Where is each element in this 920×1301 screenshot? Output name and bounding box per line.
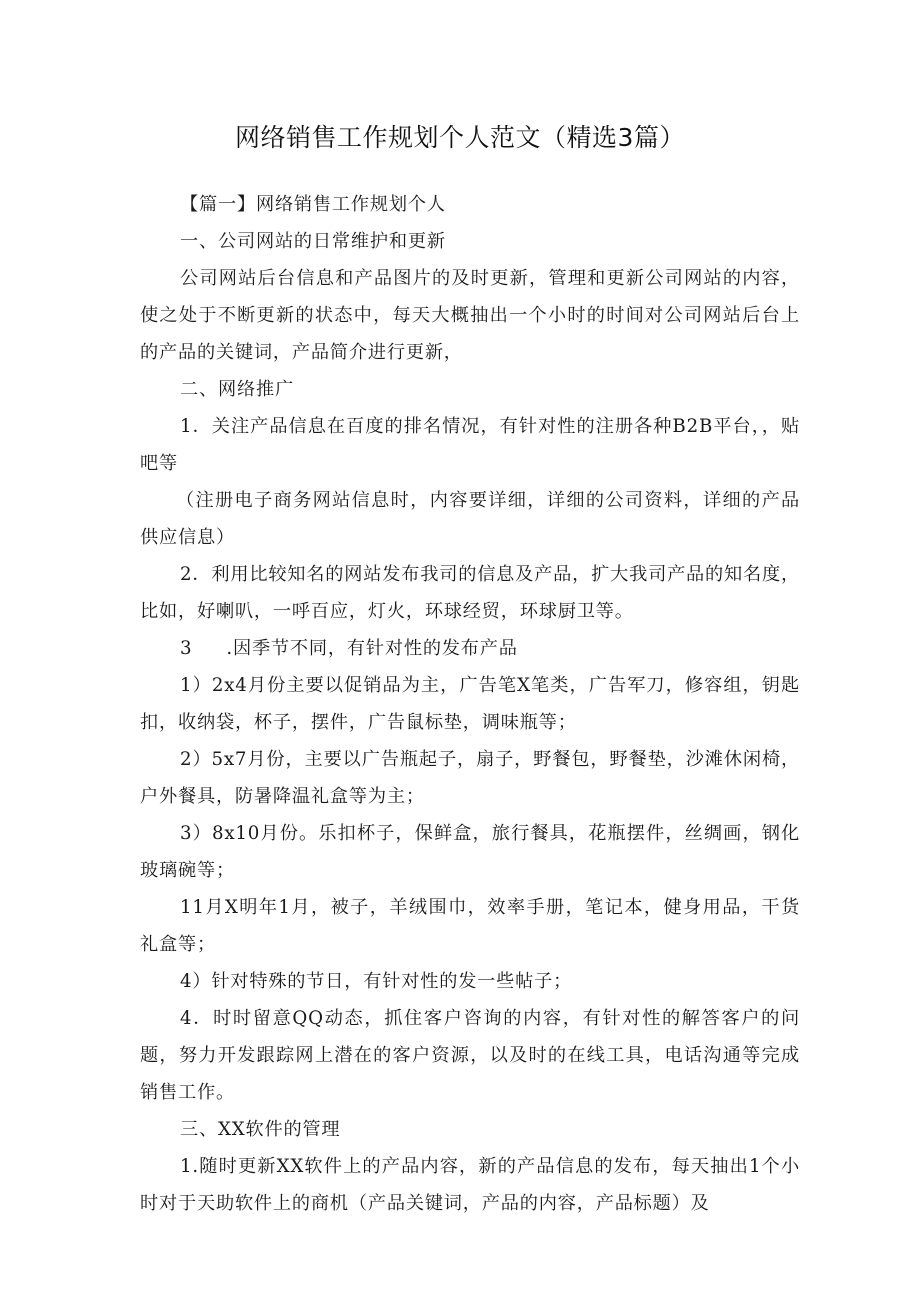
item-3-number: 3 [180,638,193,659]
paragraph-promotion-item-1: 1．关注产品信息在百度的排名情况，有针对性的注册各种B2B平台，，贴吧等 [140,416,800,474]
heading-network-promotion: 二、网络推广 [180,379,294,400]
paragraph-promotion-item-3 [140,630,800,667]
document-title: 网络销售工作规划个人范文（精选3篇） [235,123,685,152]
paragraph-season-nov-jan: 11月X明年1月，被子，羊绒围巾，效率手册，笔记本，健身用品，干货礼盒等； [140,897,800,955]
paragraph-promotion-item-4: 4．时时留意QQ动态，抓住客户咨询的内容，有针对性的解答客户的问题，努力开发跟踪网上潜在的客户资源，以及时的在线工具，电话沟通等完成销售工作。 [140,1008,800,1103]
heading-software-management: 三、XX软件的管理 [180,1119,341,1140]
paragraph-software-item-1: 1.随时更新XX软件上的产品内容，新的产品信息的发布，每天抽出1个小时对于天助软件上的商机（产品关键词，产品的内容，产品标题）及 [140,1156,800,1214]
paragraph-season-aug-oct: 3）8x10月份。乐扣杯子，保鲜盒，旅行餐具，花瓶摆件，丝绸画，钢化玻璃碗等； [140,823,800,881]
paragraph-registration-note: （注册电子商务网站信息时，内容要详细，详细的公司资料，详细的产品供应信息） [140,490,800,548]
paragraph-website-update: 公司网站后台信息和产品图片的及时更新，管理和更新公司网站的内容，使之处于不断更新的状态中，每天大概抽出一个小时的时间对公司网站后台上的产品的关键词，产品简介进行更新， [140,268,800,363]
heading-website-maintenance: 一、公司网站的日常维护和更新 [180,231,446,252]
paragraph-promotion-item-2: 2．利用比较知名的网站发布我司的信息及产品，扩大我司产品的知名度，比如，好喇叭，一呼百应，灯火，环球经贸，环球厨卫等。 [140,564,800,622]
paragraph-holiday-posts: 4）针对特殊的节日，有针对性的发一些帖子； [180,971,573,992]
document-body [140,186,800,1222]
item-3-text: .因季节不同，有针对性的发布产品 [226,638,518,659]
section-heading-part-one: 【篇一】网络销售工作规划个人 [180,194,446,215]
paragraph-season-feb-apr: 1）2x4月份主要以促销品为主，广告笔X笔类，广告军刀，修容组，钥匙扣，收纳袋，杯子，摆件，广告鼠标垫，调味瓶等； [140,675,800,733]
paragraph-season-may-jul: 2）5x7月份，主要以广告瓶起子，扇子，野餐包，野餐垫，沙滩休闲椅，户外餐具，防暑降温礼盒等为主； [140,749,800,807]
